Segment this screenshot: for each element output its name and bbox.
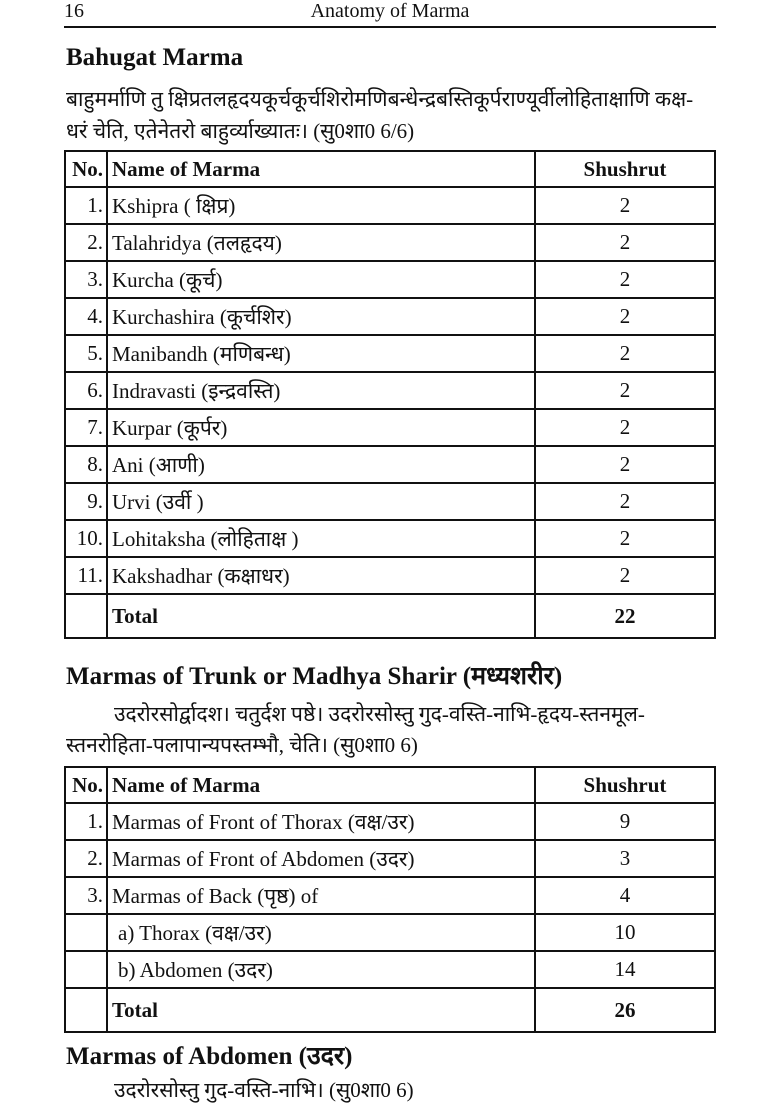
table-row	[65, 335, 715, 372]
table-row	[65, 914, 715, 951]
running-header	[64, 0, 716, 28]
column-header-shushrut: Shushrut	[535, 767, 715, 803]
shushrut-count: 2	[535, 557, 715, 594]
table-row	[65, 951, 715, 988]
table-row	[65, 877, 715, 914]
table-row	[65, 520, 715, 557]
marma-name: Kurpar (कूर्पर)	[107, 409, 535, 446]
table-row	[65, 261, 715, 298]
row-number: 4.	[65, 298, 107, 335]
marma-name: Manibandh (मणिबन्ध)	[107, 335, 535, 372]
row-number: 1.	[65, 187, 107, 224]
marma-name: Kakshadhar (कक्षाधर)	[107, 557, 535, 594]
table-row	[65, 557, 715, 594]
shushrut-count: 2	[535, 224, 715, 261]
marma-name: Talahridya (तलहृदय)	[107, 224, 535, 261]
sanskrit-verse-line: उदरोरसोस्तु गुद-वस्ति-नाभि। (सु0शा0 6)	[114, 1078, 414, 1102]
shushrut-count: 14	[535, 951, 715, 988]
shushrut-count: 10	[535, 914, 715, 951]
marma-name: Marmas of Front of Thorax (वक्ष/उर)	[107, 803, 535, 840]
sanskrit-verse-line: धरं चेति, एतेनेतरो बाहुर्व्याख्यातः। (सु0शा0 6/6)	[66, 119, 415, 143]
shushrut-count: 2	[535, 409, 715, 446]
marma-name: Kurchashira (कूर्चशिर)	[107, 298, 535, 335]
table-row	[65, 187, 715, 224]
total-label: Total	[107, 988, 535, 1032]
shushrut-count: 9	[535, 803, 715, 840]
table-row	[65, 409, 715, 446]
table-row	[65, 840, 715, 877]
total-label: Total	[107, 594, 535, 638]
row-number: 2.	[65, 840, 107, 877]
section-heading-bahugat: Bahugat Marma	[66, 44, 244, 71]
row-number	[65, 951, 107, 988]
trunk-marma-table	[64, 766, 716, 1033]
total-value: 26	[535, 988, 715, 1032]
table-header-row	[65, 767, 715, 803]
row-number: 11.	[65, 557, 107, 594]
shushrut-count: 2	[535, 335, 715, 372]
table-row	[65, 483, 715, 520]
shushrut-count: 2	[535, 483, 715, 520]
row-number: 9.	[65, 483, 107, 520]
marma-name: Urvi (उर्वी )	[107, 483, 535, 520]
marma-name: b) Abdomen (उदर)	[107, 951, 535, 988]
row-number: 10.	[65, 520, 107, 557]
table-row	[65, 298, 715, 335]
row-number: 5.	[65, 335, 107, 372]
shushrut-count: 3	[535, 840, 715, 877]
table-total-row	[65, 988, 715, 1032]
table-row	[65, 803, 715, 840]
sanskrit-verse-line: उदरोरसोर्द्वादश। चतुर्दश पष्ठे। उदरोरसोस्तु गुद-वस्ति-नाभि-हृदय-स्तनमूल-	[114, 702, 645, 726]
shushrut-count: 2	[535, 372, 715, 409]
marma-name: Kurcha (कूर्च)	[107, 261, 535, 298]
table-row	[65, 372, 715, 409]
marma-name: Marmas of Front of Abdomen (उदर)	[107, 840, 535, 877]
total-value: 22	[535, 594, 715, 638]
column-header-name: Name of Marma	[107, 151, 535, 187]
table-total-row	[65, 594, 715, 638]
shushrut-count: 2	[535, 520, 715, 557]
row-number: 7.	[65, 409, 107, 446]
bahugat-marma-table	[64, 150, 716, 639]
row-number: 8.	[65, 446, 107, 483]
shushrut-count: 2	[535, 298, 715, 335]
column-header-shushrut: Shushrut	[535, 151, 715, 187]
marma-name: Indravasti (इन्द्रवस्ति)	[107, 372, 535, 409]
shushrut-count: 2	[535, 187, 715, 224]
row-number: 6.	[65, 372, 107, 409]
section-heading-abdomen: Marmas of Abdomen (उदर)	[66, 1043, 353, 1070]
row-number: 1.	[65, 803, 107, 840]
row-number: 3.	[65, 261, 107, 298]
sanskrit-verse-line: बाहुमर्माणि तु क्षिप्रतलहृदयकूर्चकूर्चशिरोमणिबन्धेन्द्रबस्तिकूर्पराण्यूर्वीलोहिताक्षाणि कक्ष-	[66, 87, 694, 111]
table-row	[65, 224, 715, 261]
section-heading-trunk: Marmas of Trunk or Madhya Sharir (मध्यशरीर)	[66, 663, 563, 690]
marma-name: a) Thorax (वक्ष/उर)	[107, 914, 535, 951]
shushrut-count: 4	[535, 877, 715, 914]
row-number	[65, 914, 107, 951]
column-header-no: No.	[65, 767, 107, 803]
page-number: 16	[64, 0, 84, 22]
marma-name: Kshipra ( क्षिप्र)	[107, 187, 535, 224]
shushrut-count: 2	[535, 446, 715, 483]
column-header-name: Name of Marma	[107, 767, 535, 803]
row-number: 3.	[65, 877, 107, 914]
shushrut-count: 2	[535, 261, 715, 298]
marma-name: Lohitaksha (लोहिताक्ष )	[107, 520, 535, 557]
sanskrit-verse-line: स्तनरोहिता-पलापान्यपस्तम्भौ, चेति। (सु0शा0 6)	[66, 733, 418, 757]
table-header-row	[65, 151, 715, 187]
column-header-no: No.	[65, 151, 107, 187]
marma-name: Ani (आणी)	[107, 446, 535, 483]
marma-name: Marmas of Back (पृष्ठ) of	[107, 877, 535, 914]
running-title: Anatomy of Marma	[310, 0, 470, 22]
table-row	[65, 446, 715, 483]
row-number: 2.	[65, 224, 107, 261]
